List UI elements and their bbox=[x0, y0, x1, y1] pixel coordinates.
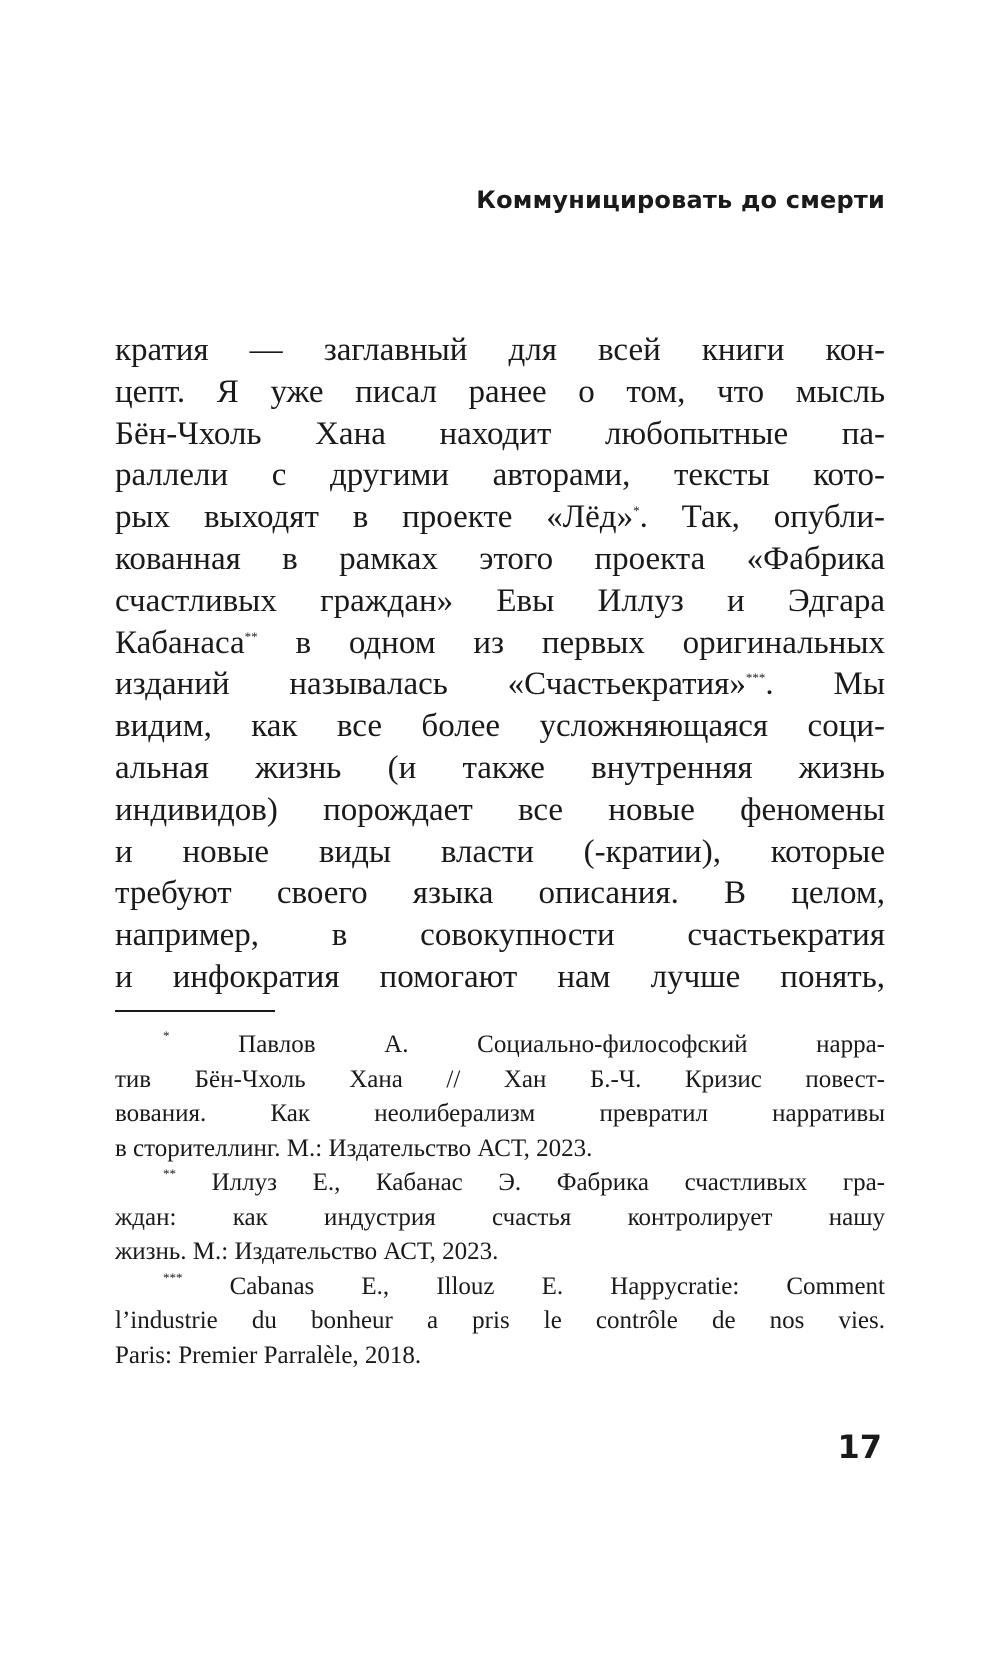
body-line: раллели с другими авторами, тексты кото- bbox=[115, 457, 885, 494]
footnote-text: Cabanas E., Illouz E. Happycratie: Comment bbox=[182, 1272, 885, 1300]
body-line: Бён-Чхоль Хана находит любопытные па- bbox=[115, 415, 885, 452]
body-line: и новые виды власти (-кратии), которые bbox=[115, 833, 885, 870]
footnote-line bbox=[115, 1270, 885, 1305]
footnote-line: l’industrie du bonheur a pris le contrôle de nos vies. bbox=[115, 1307, 885, 1334]
body-line: индивидов) порождает все новые феномены bbox=[115, 791, 885, 828]
footnote-ref-1: * bbox=[633, 503, 640, 519]
body-line: счастливых граждан» Евы Иллуз и Эдгара bbox=[115, 582, 885, 619]
footnote-line bbox=[115, 1166, 885, 1201]
footnote-ref-3: *** bbox=[745, 670, 766, 686]
body-text-segment: . Мы bbox=[765, 666, 885, 703]
footnote-line: тив Бён-Чхоль Хана // Хан Б.-Ч. Кризис повест- bbox=[115, 1065, 885, 1093]
body-line: например, в совокупности счастьекратия bbox=[115, 917, 885, 954]
body-line: цепт. Я уже писал ранее о том, что мысль bbox=[115, 373, 885, 410]
footnotes bbox=[115, 1028, 885, 1373]
body-line: альная жизнь (и также внутренняя жизнь bbox=[115, 749, 885, 786]
page-number: 17 bbox=[837, 1428, 882, 1466]
running-head: Коммуницировать до смерти bbox=[476, 186, 885, 214]
footnote-text: Иллуз Е., Кабанас Э. Фабрика счастливых гра- bbox=[176, 1169, 885, 1196]
body-text-segment: рых выходят в проекте «Лёд» bbox=[115, 499, 634, 536]
body-line: кованная в рамках этого проекта «Фабрика bbox=[115, 540, 885, 577]
body-line: требуют своего языка описания. В целом, bbox=[115, 875, 885, 912]
footnote-3 bbox=[115, 1270, 885, 1374]
footnote-mark: ** bbox=[163, 1166, 176, 1181]
footnote-2 bbox=[115, 1166, 885, 1270]
body-line: кратия — заглавный для всей книги кон- bbox=[115, 332, 885, 368]
body-text-segment: . Так, опубли- bbox=[639, 499, 885, 536]
footnote-line: жизнь. М.: Издательство АСТ, 2023. bbox=[115, 1238, 499, 1265]
body-line: и инфократия помогают нам лучше понять, bbox=[115, 958, 885, 995]
body-line bbox=[115, 664, 885, 706]
footnote-ref-2: ** bbox=[244, 628, 258, 644]
body-text-segment: изданий называлась «Счастьекратия» bbox=[115, 666, 746, 703]
footnote-text: Павлов А. Социально-философский нарра- bbox=[169, 1031, 885, 1058]
body-line bbox=[115, 623, 885, 665]
footnote-line: в сторителлинг. М.: Издательство АСТ, 2023. bbox=[115, 1134, 593, 1162]
body-text bbox=[115, 330, 885, 999]
body-text-segment: Кабанаса bbox=[115, 624, 245, 661]
body-text-segment: в одном из первых оригинальных bbox=[257, 624, 885, 661]
footnote-line: вования. Как неолиберализм превратил нарративы bbox=[115, 1100, 885, 1127]
footnote-divider bbox=[115, 1010, 275, 1012]
body-line: видим, как все более усложняющаяся соци- bbox=[115, 708, 885, 745]
footnote-line: Paris: Premier Parralèle, 2018. bbox=[115, 1341, 422, 1369]
footnote-mark: * bbox=[163, 1028, 170, 1043]
body-line bbox=[115, 497, 885, 539]
footnote-line: ждан: как индустрия счастья контролирует нашу bbox=[115, 1203, 885, 1231]
footnote-mark: *** bbox=[163, 1269, 183, 1285]
footnote-1 bbox=[115, 1028, 885, 1166]
footnote-line bbox=[115, 1028, 885, 1063]
